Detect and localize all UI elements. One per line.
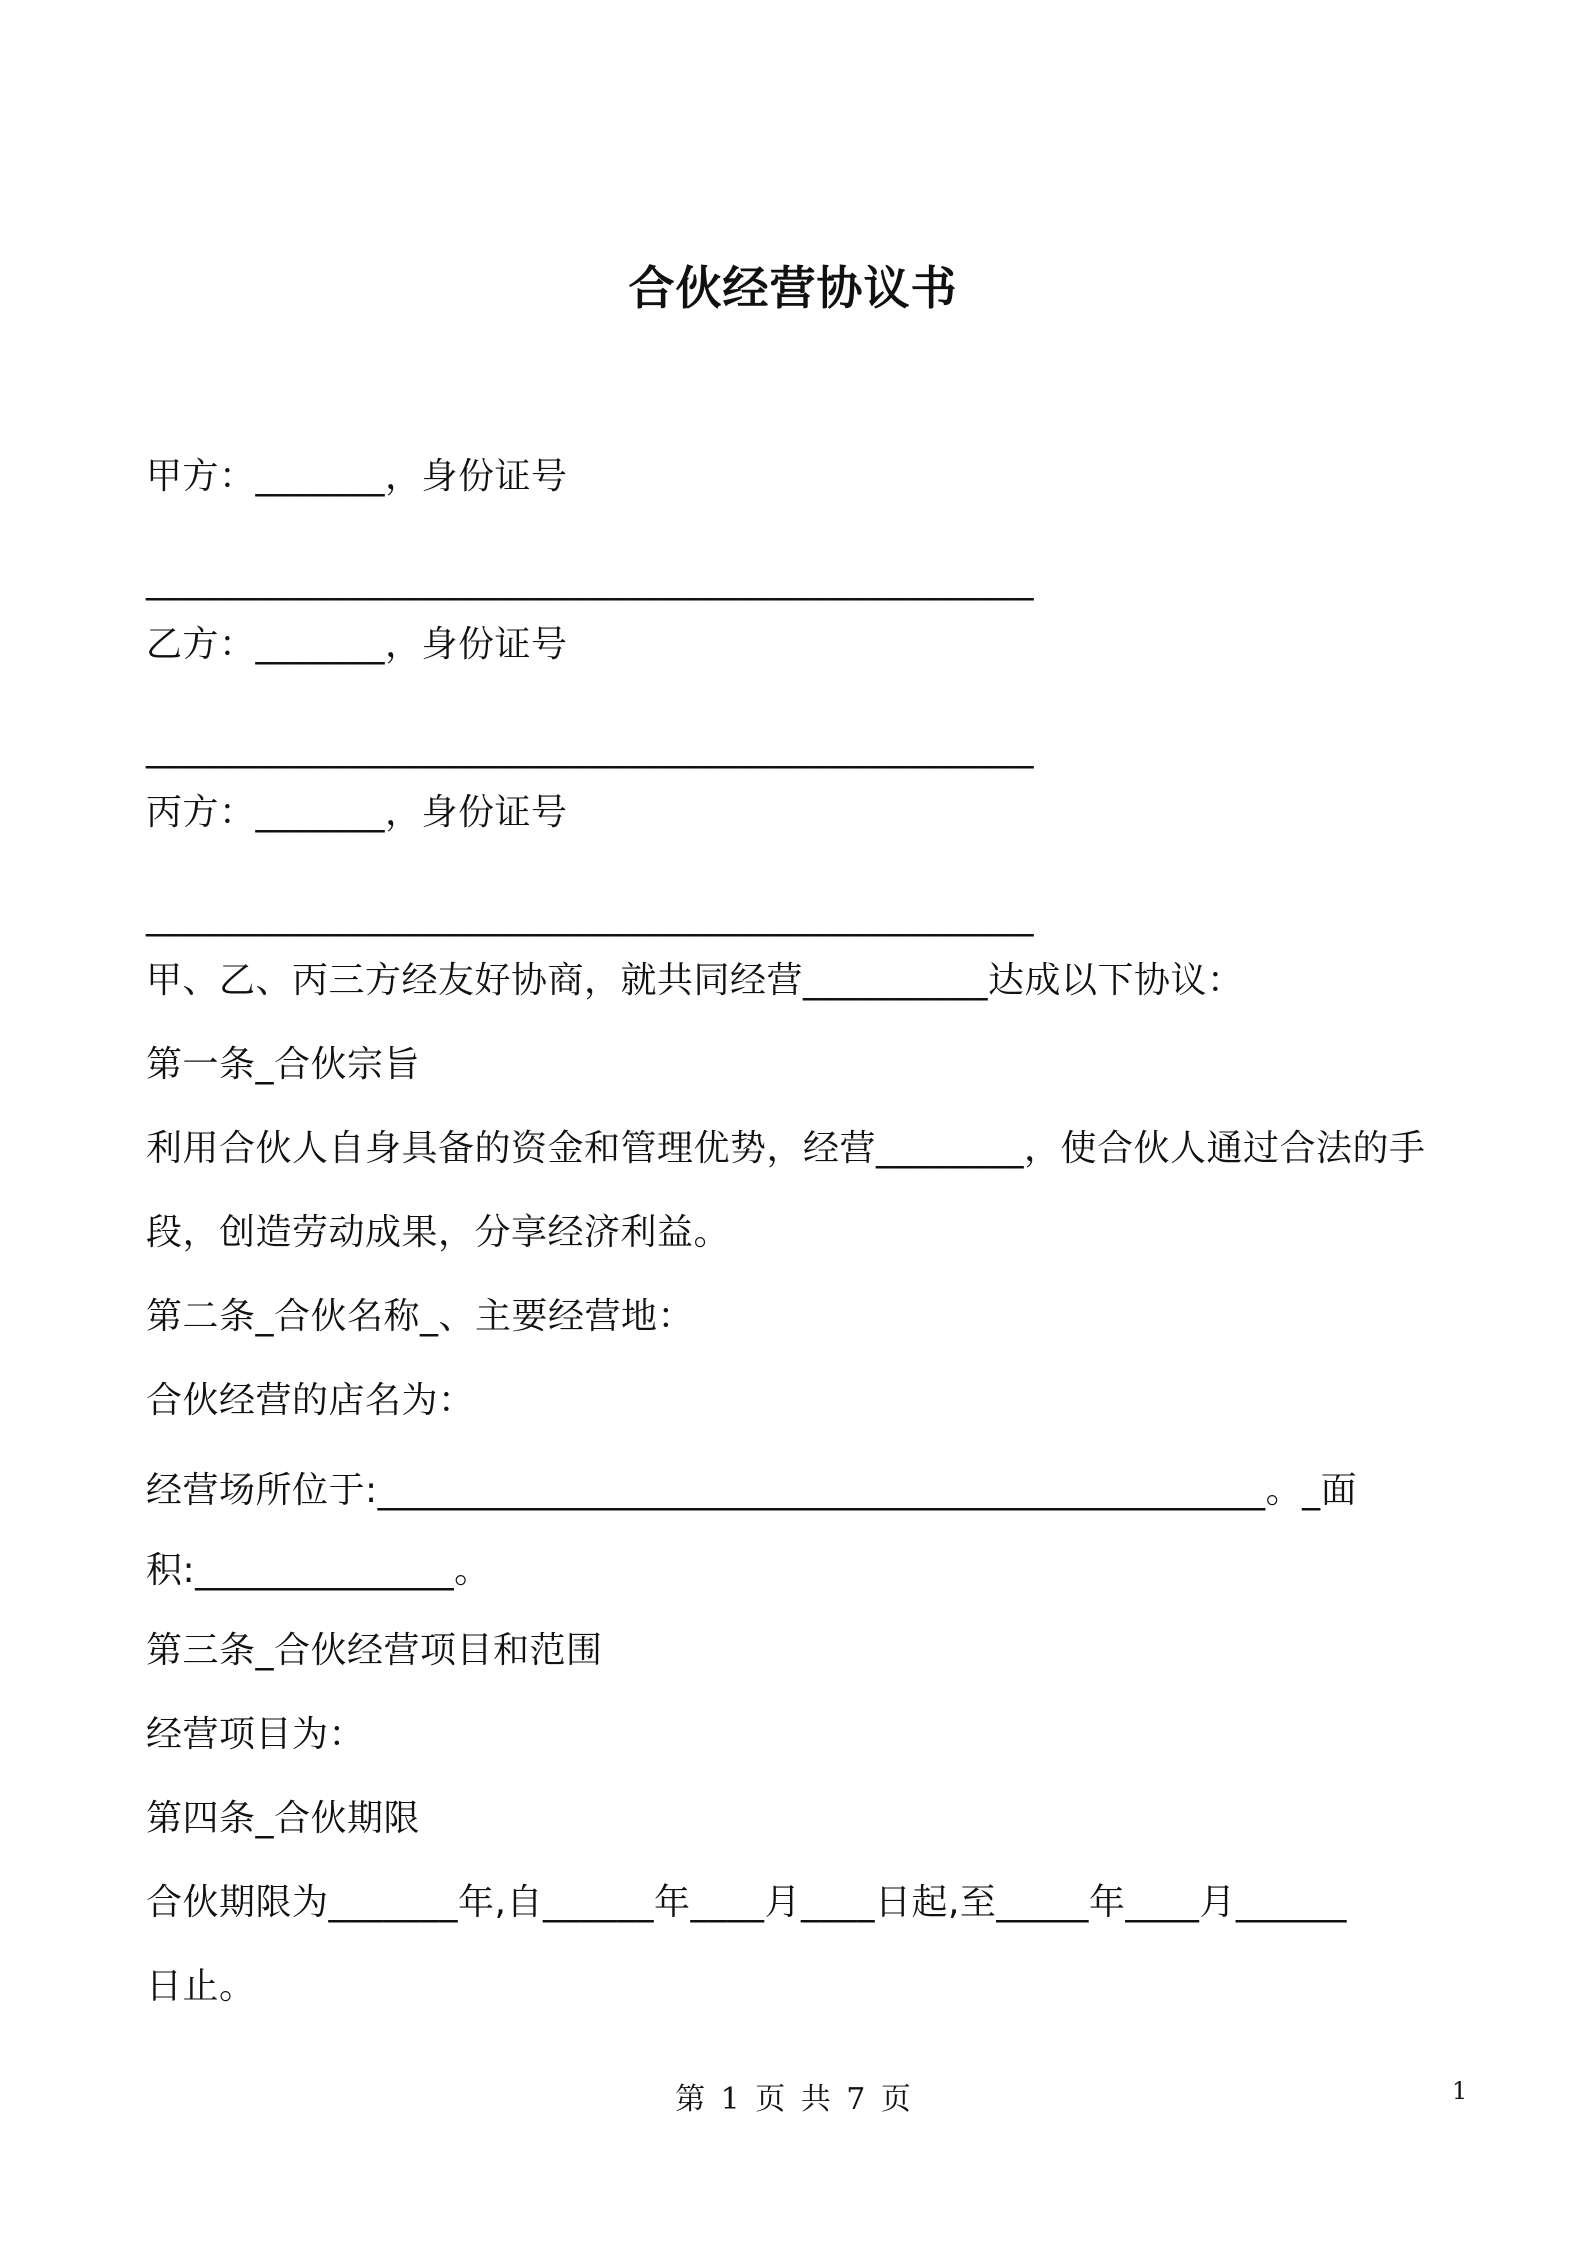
party-a-line: 甲方：_______，身份证号 xyxy=(146,456,568,497)
partnership-term-line-2: 日止。 xyxy=(146,1966,256,2007)
shop-name-line: 合伙经营的店名为： xyxy=(146,1380,475,1421)
article-1-heading: 第一条_合伙宗旨 xyxy=(146,1044,421,1085)
article-3-heading: 第三条_合伙经营项目和范围 xyxy=(146,1630,603,1671)
agreement-intro: 甲、乙、丙三方经友好协商，就共同经营__________达成以下协议： xyxy=(146,960,1244,1001)
page-number: 1 xyxy=(1452,2077,1468,2105)
page-indicator: 第 1 页 共 7 页 xyxy=(675,2082,911,2117)
article-4-heading: 第四条_合伙期限 xyxy=(146,1798,421,1839)
party-b-line: 乙方：_______，身份证号 xyxy=(146,624,568,665)
business-location-line: 经营场所位于:________________________________________________。_面 xyxy=(146,1470,1358,1511)
party-c-line: 丙方：_______，身份证号 xyxy=(146,792,568,833)
area-line: 积:______________。 xyxy=(146,1550,491,1591)
article-1-body-line-2: 段，创造劳动成果，分享经济利益。 xyxy=(146,1212,731,1253)
business-items-line: 经营项目为： xyxy=(146,1714,366,1755)
party-b-id-blank: ________________________________________________ xyxy=(146,728,1034,769)
party-a-id-blank: ________________________________________________ xyxy=(146,560,1034,601)
article-1-body-line-1: 利用合伙人自身具备的资金和管理优势，经营________，使合伙人通过合法的手 xyxy=(146,1128,1426,1169)
partnership-term-line-1: 合伙期限为_______年,自______年____月____日起,至_____年____月______ xyxy=(146,1882,1347,1923)
party-c-id-blank: ________________________________________________ xyxy=(146,896,1034,937)
article-2-heading: 第二条_合伙名称_、主要经营地： xyxy=(146,1296,695,1337)
document-title: 合伙经营协议书 xyxy=(628,261,958,315)
